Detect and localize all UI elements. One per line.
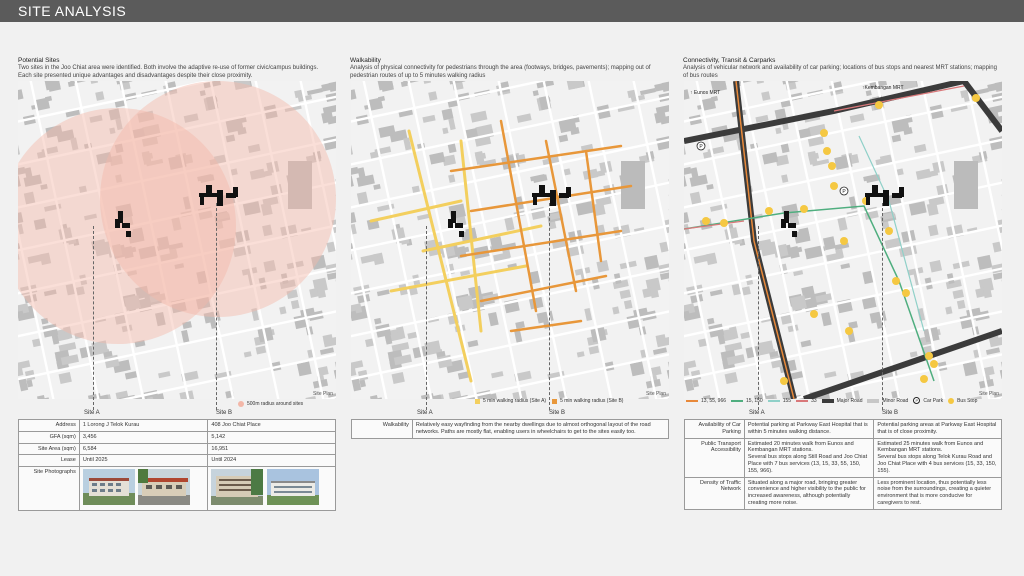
- car-park-marker: [697, 142, 705, 150]
- table-row: [685, 420, 1002, 439]
- site-a-leader-line: [93, 226, 94, 410]
- connectivity-map-svg: [684, 81, 1002, 399]
- site-b-label: Site B: [882, 410, 899, 416]
- site-a-photo-1: [83, 469, 135, 505]
- site-b-photos: [208, 467, 336, 511]
- site-a-building: [788, 223, 796, 228]
- row-label: GFA (sqm): [19, 431, 80, 443]
- table-row: [19, 455, 336, 467]
- building-block: [644, 255, 659, 270]
- site-a-leader-line: [758, 226, 759, 410]
- site-b-cell: Less prominent location, thus potentially less noise from the surroundings, creating a quieter environment that is more conducive for caregivers to rest.: [874, 477, 1002, 509]
- potential-sites-map: [18, 81, 336, 399]
- bus-stop-marker: [875, 101, 883, 109]
- site-a-building: [448, 219, 453, 228]
- site-b-cell: 408 Joo Chiat Place: [208, 420, 336, 432]
- row-label: Site Photographs: [19, 467, 80, 511]
- building-block: [533, 90, 539, 96]
- row-label: Site Area (sqm): [19, 443, 80, 455]
- site-plan-label: Site Plan: [645, 391, 666, 397]
- site-a-building: [126, 231, 131, 237]
- bus-stop-marker: [972, 94, 980, 102]
- site-b-photo-1: [211, 469, 263, 505]
- potential-sites-table: [18, 419, 336, 511]
- site-a-cell: Estimated 20 minutes walk from Eunos and Kembangan MRT stations. Several bus stops along Still Road and Joo Chiat Place with 7 bus services (13, 15, 33, 55, 150, 155, 966).: [744, 438, 874, 477]
- site-b-building: [233, 187, 238, 197]
- site-b-walk-swatch-icon: [552, 399, 557, 404]
- bus-stop-marker: [840, 237, 848, 245]
- eunos-mrt-label: ↑ Eunos MRT: [690, 90, 721, 96]
- potential-sites-description: Two sites in the Joo Chiat area were identified. Both involve the adaptive re-use of former civic/campus buildings. Each site presented unique advantages and disadvantages despite their close proximity.: [18, 65, 319, 79]
- walkability-map: [351, 81, 669, 399]
- walkability-text: Relatively easy wayfinding from the nearby dwellings due to almost orthogonal layout of the road networks. Paths are mostly flat, enabling users in wheelchairs to get to the sites easily too.: [412, 420, 668, 439]
- site-a-cell: 6,584: [79, 443, 208, 455]
- site-b-building: [539, 185, 545, 197]
- building-block: [297, 361, 312, 376]
- table-row: [19, 420, 336, 432]
- site-b-cell: Estimated 25 minutes walk from Eunos and Kembangan MRT stations. Several bus stops along Telok Kurau Road and Joo Chiat Place with 4 bus services (15, 33, 150, 155).: [874, 438, 1002, 477]
- site-a-photo-2: [138, 469, 190, 505]
- table-row: [685, 477, 1002, 509]
- row-label: Density of Traffic Network: [685, 477, 745, 509]
- site-a-building: [122, 223, 130, 228]
- route-line-icon: [796, 400, 808, 402]
- bus-stop-marker: [885, 227, 893, 235]
- arrow-up-icon: ↑: [690, 90, 693, 96]
- row-label: Lease: [19, 455, 80, 467]
- site-a-building: [115, 219, 120, 228]
- car-park-symbol: P: [699, 143, 703, 150]
- kembangan-mrt-label: ↑Kembangan MRT: [862, 85, 904, 91]
- site-a-building: [459, 231, 464, 237]
- site-plan-label: Site Plan: [312, 391, 333, 397]
- site-b-photo-2: [267, 469, 319, 505]
- site-a-label: Site A: [749, 410, 765, 416]
- site-b-building: [217, 190, 223, 206]
- building-block: [963, 361, 978, 376]
- connectivity-map: [684, 81, 1002, 399]
- table-row: [685, 438, 1002, 477]
- legend-item-route: 33: [796, 398, 817, 404]
- row-label: Public Transport Accessibility: [685, 438, 745, 477]
- site-a-leader-line: [426, 226, 427, 410]
- bus-stop-marker: [765, 207, 773, 215]
- site-a-cell: 1 Lorong J Telok Kurau: [79, 420, 208, 432]
- potential-legend: [238, 401, 303, 407]
- site-b-leader-line: [549, 203, 550, 410]
- large-building: [621, 161, 645, 209]
- table-row: [19, 443, 336, 455]
- bus-stop-marker: [828, 162, 836, 170]
- table-row: [19, 431, 336, 443]
- building-block: [630, 361, 645, 376]
- minor-road-icon: [867, 399, 879, 403]
- site-b-building: [899, 187, 904, 197]
- bus-stop-marker: [720, 219, 728, 227]
- site-b-cell: 16,951: [208, 443, 336, 455]
- legend-item-minor-road: Minor Road: [867, 398, 908, 404]
- site-a-building: [781, 219, 786, 228]
- building-block: [442, 108, 454, 120]
- site-b-building: [206, 185, 212, 197]
- site-plan-label: Site Plan: [978, 391, 999, 397]
- building-block: [596, 260, 609, 272]
- bus-stop-marker: [830, 182, 838, 190]
- table-row: [352, 420, 669, 439]
- legend-item-radius: [238, 401, 303, 407]
- legend-item-route: 15, 150: [731, 398, 763, 404]
- bus-stop-marker: [800, 205, 808, 213]
- bus-stop-marker: [902, 289, 910, 297]
- base-map-layer: [351, 81, 669, 399]
- site-a-cell: 3,456: [79, 431, 208, 443]
- legend-item-site-a-walk: [475, 398, 546, 404]
- connectivity-description: Analysis of vehicular network and availability of car parking; locations of bus stops and nearest MRT stations; mapping of bus routes: [683, 65, 997, 79]
- site-b-building: [872, 185, 878, 197]
- connectivity-table: [684, 419, 1002, 510]
- site-b-building: [883, 190, 889, 206]
- table-row: [19, 467, 336, 511]
- legend-item-bus-stop: Bus Stop: [948, 398, 977, 404]
- page-title: SITE ANALYSIS: [18, 3, 127, 19]
- bus-stop-marker: [925, 352, 933, 360]
- legend-item-site-b-walk: [552, 398, 623, 404]
- bus-stop-marker: [930, 360, 938, 368]
- site-b-building: [566, 187, 571, 197]
- major-road-icon: [822, 399, 834, 403]
- walkability-title: Walkability: [350, 57, 381, 64]
- route-line-icon: [731, 400, 743, 402]
- row-label: Address: [19, 420, 80, 432]
- bus-stop-marker: [845, 327, 853, 335]
- building-block: [929, 260, 942, 272]
- walkability-table: [351, 419, 669, 439]
- site-a-cell: Situated along a major road, bringing greater convenience and higher visibility to the public for increased awareness, although potentially creating more noise.: [744, 477, 874, 509]
- walkability-map-svg: [351, 81, 669, 399]
- site-a-label: Site A: [84, 410, 100, 416]
- legend-label: 5 min walking radius (Site A): [483, 398, 547, 404]
- connectivity-legend: [686, 397, 977, 404]
- site-a-label: Site A: [417, 410, 433, 416]
- bus-stop-marker: [702, 217, 710, 225]
- bus-stop-marker: [920, 375, 928, 383]
- potential-sites-title: Potential Sites: [18, 57, 60, 64]
- site-b-building: [200, 197, 204, 205]
- bus-stop-icon: [948, 398, 954, 404]
- site-b-label: Site B: [549, 410, 566, 416]
- legend-label: 5 min walking radius (Site B): [560, 398, 624, 404]
- site-b-cell: Until 2024: [208, 455, 336, 467]
- site-b-cell: Potential parking areas at Parkway East Hospital that is of close proximity.: [874, 420, 1002, 439]
- car-park-marker: [840, 187, 848, 195]
- row-label: Walkability: [352, 420, 413, 439]
- site-a-cell: Until 2025: [79, 455, 208, 467]
- site-a-building: [455, 223, 463, 228]
- bus-stop-marker: [820, 129, 828, 137]
- building-block: [866, 90, 872, 96]
- site-plan-map-svg: [18, 81, 336, 399]
- large-building: [954, 161, 978, 209]
- legend-item-route: 155: [768, 398, 791, 404]
- legend-label: 500m radius around sites: [247, 401, 304, 407]
- site-b-cell: 5,142: [208, 431, 336, 443]
- bus-stop-marker: [780, 377, 788, 385]
- row-label: Availability of Car Parking: [685, 420, 745, 439]
- bus-stop-marker: [823, 147, 831, 155]
- bus-stop-marker: [810, 310, 818, 318]
- site-b-building: [533, 197, 537, 205]
- route-line-icon: [686, 400, 698, 402]
- arrow-up-icon: ↑: [862, 85, 865, 91]
- site-b-label: Site B: [216, 410, 233, 416]
- title-bar: [0, 0, 1024, 22]
- walkability-description: Analysis of physical connectivity for pedestrians through the area (footways, bridges, pavements); mapping out of pedestrian routes of up to 5 minutes walking radius: [350, 65, 651, 79]
- radius-swatch-icon: [238, 401, 244, 407]
- route-line-icon: [768, 400, 780, 402]
- bus-stop-marker: [892, 277, 900, 285]
- building-block: [977, 255, 992, 270]
- car-park-symbol: P: [842, 188, 846, 195]
- site-a-photos: [79, 467, 208, 511]
- site-b-building: [866, 197, 870, 205]
- legend-item-car-park: P Car Park: [913, 397, 943, 404]
- site-b-building: [550, 190, 556, 206]
- site-b-leader-line: [882, 203, 883, 410]
- car-park-icon: P: [913, 397, 920, 404]
- site-a-building: [792, 231, 797, 237]
- site-a-walk-swatch-icon: [475, 399, 480, 404]
- site-b-leader-line: [216, 203, 217, 410]
- site-a-cell: Potential parking at Parkway East Hospital that is within 5 minutes walking distance.: [744, 420, 874, 439]
- connectivity-title: Connectivity, Transit & Carparks: [683, 57, 776, 64]
- legend-item-route: 13, 55, 966: [686, 398, 726, 404]
- legend-item-major-road: Major Road: [822, 398, 863, 404]
